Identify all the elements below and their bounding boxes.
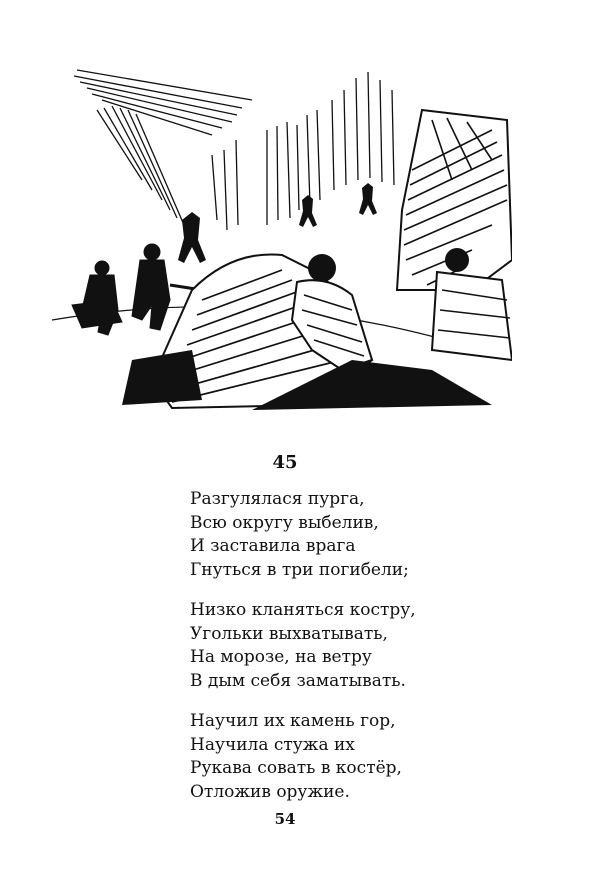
poem-line: Научил их камень гор, xyxy=(190,711,396,731)
illustration xyxy=(52,60,512,412)
poem-line: Низко кланяться костру, xyxy=(190,600,416,620)
winter-battle-sketch xyxy=(52,60,512,412)
poem-line: Научила стужа их xyxy=(190,734,355,755)
stanza-2 xyxy=(190,599,416,693)
poem-line: И заставила врага xyxy=(190,536,356,556)
stanza-1 xyxy=(190,488,416,582)
poem-line: Всю округу выбелив, xyxy=(190,512,379,533)
poem-line: На морозе, на ветру xyxy=(190,647,372,667)
sky-hatching xyxy=(74,70,394,230)
section-number: 45 xyxy=(272,452,298,473)
page-number: 54 xyxy=(274,810,296,828)
poem-line: Угольки выхватывать, xyxy=(190,623,388,644)
poem-line: Гнуться в три погибели; xyxy=(190,559,409,580)
stanza-3 xyxy=(190,710,416,804)
poem-line: В дым себя заматывать. xyxy=(190,670,406,691)
poem-line: Отложив оружие. xyxy=(190,781,350,802)
poem xyxy=(190,488,416,821)
poem-line: Разгулялася пурга, xyxy=(190,489,365,509)
poem-line: Рукава совать в костёр, xyxy=(190,758,402,778)
